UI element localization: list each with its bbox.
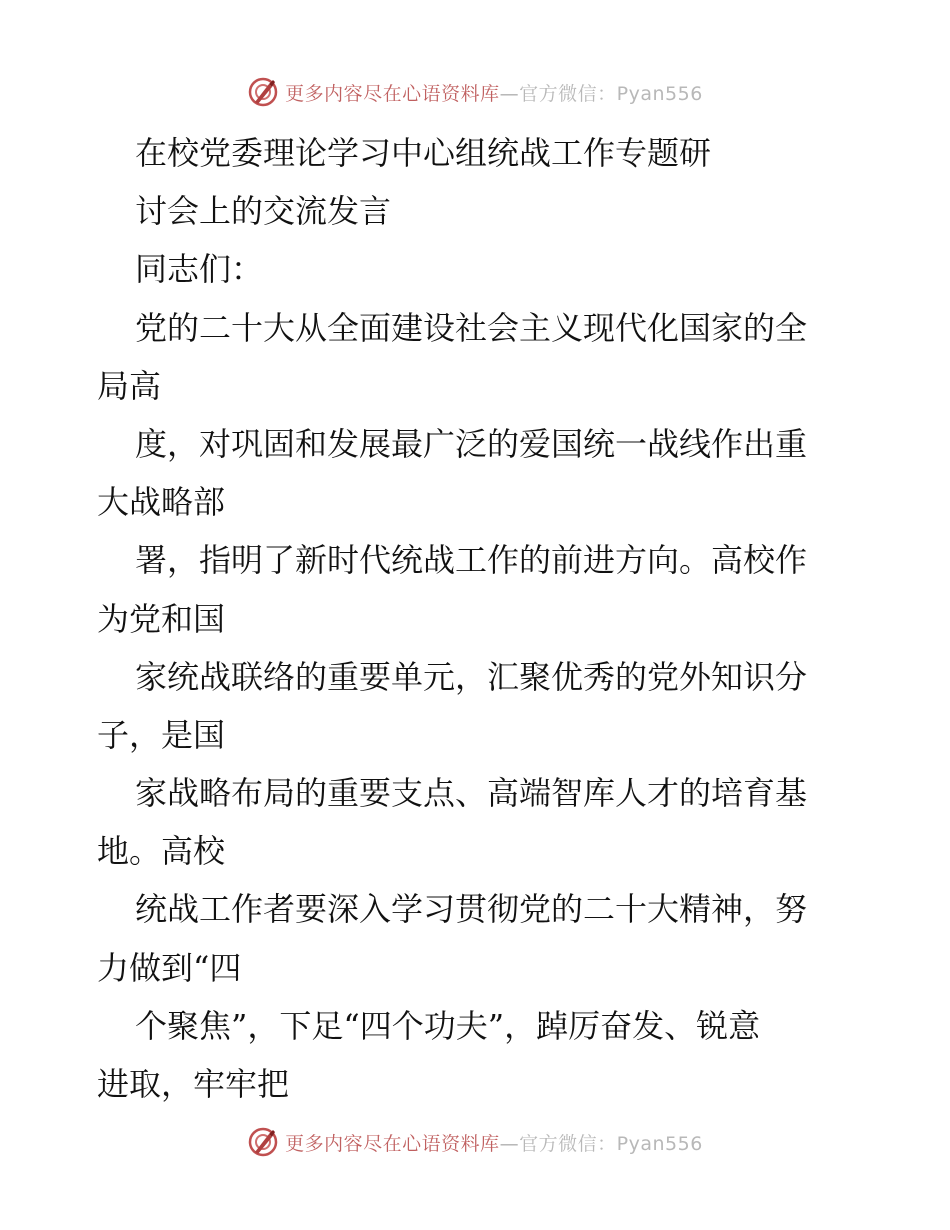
text-line: 地。高校 — [97, 832, 226, 871]
watermark-text — [285, 1129, 703, 1156]
text-line: 局高 — [97, 366, 162, 405]
watermark-contact: 官方微信：Pyan556 — [519, 82, 703, 105]
document-title-line: 在校党委理论学习中心组统战工作专题研 — [135, 134, 712, 172]
text-line: 度，对巩固和发展最广泛的爱国统一战线作出重 — [135, 424, 808, 463]
text-line: 党的二十大从全面建设社会主义现代化国家的全 — [135, 308, 808, 347]
document-body — [97, 124, 857, 1113]
text-line: 个聚焦”，下足“四个功夫”，踔厉奋发、锐意 — [135, 1006, 761, 1045]
footer-watermark — [0, 1122, 950, 1162]
watermark-brand: 更多内容尽在心语资料库 — [285, 1132, 500, 1155]
watermark-text — [285, 79, 703, 106]
text-line: 署，指明了新时代统战工作的前进方向。高校作 — [135, 541, 808, 580]
text-line: 子，是国 — [97, 715, 226, 754]
document-title-line: 讨会上的交流发言 — [135, 192, 392, 231]
brand-logo-icon — [247, 1126, 279, 1158]
text-line: 进取，牢牢把 — [97, 1065, 290, 1103]
brand-logo-icon — [247, 76, 279, 108]
watermark-brand: 更多内容尽在心语资料库 — [285, 82, 500, 105]
header-watermark — [0, 72, 950, 112]
watermark-contact: 官方微信：Pyan556 — [519, 1132, 703, 1155]
text-line: 家战略布局的重要支点、高端智库人才的培育基 — [135, 774, 808, 813]
watermark-separator: — — [499, 1132, 520, 1155]
text-line: 大战略部 — [97, 483, 226, 522]
text-line: 同志们： — [135, 250, 264, 289]
text-line: 家统战联络的重要单元，汇聚优秀的党外知识分 — [135, 657, 808, 696]
text-line: 统战工作者要深入学习贯彻党的二十大精神，努 — [135, 890, 808, 929]
text-line: 为党和国 — [97, 599, 226, 638]
text-line: 力做到“四 — [97, 948, 242, 987]
watermark-separator: — — [499, 82, 520, 105]
